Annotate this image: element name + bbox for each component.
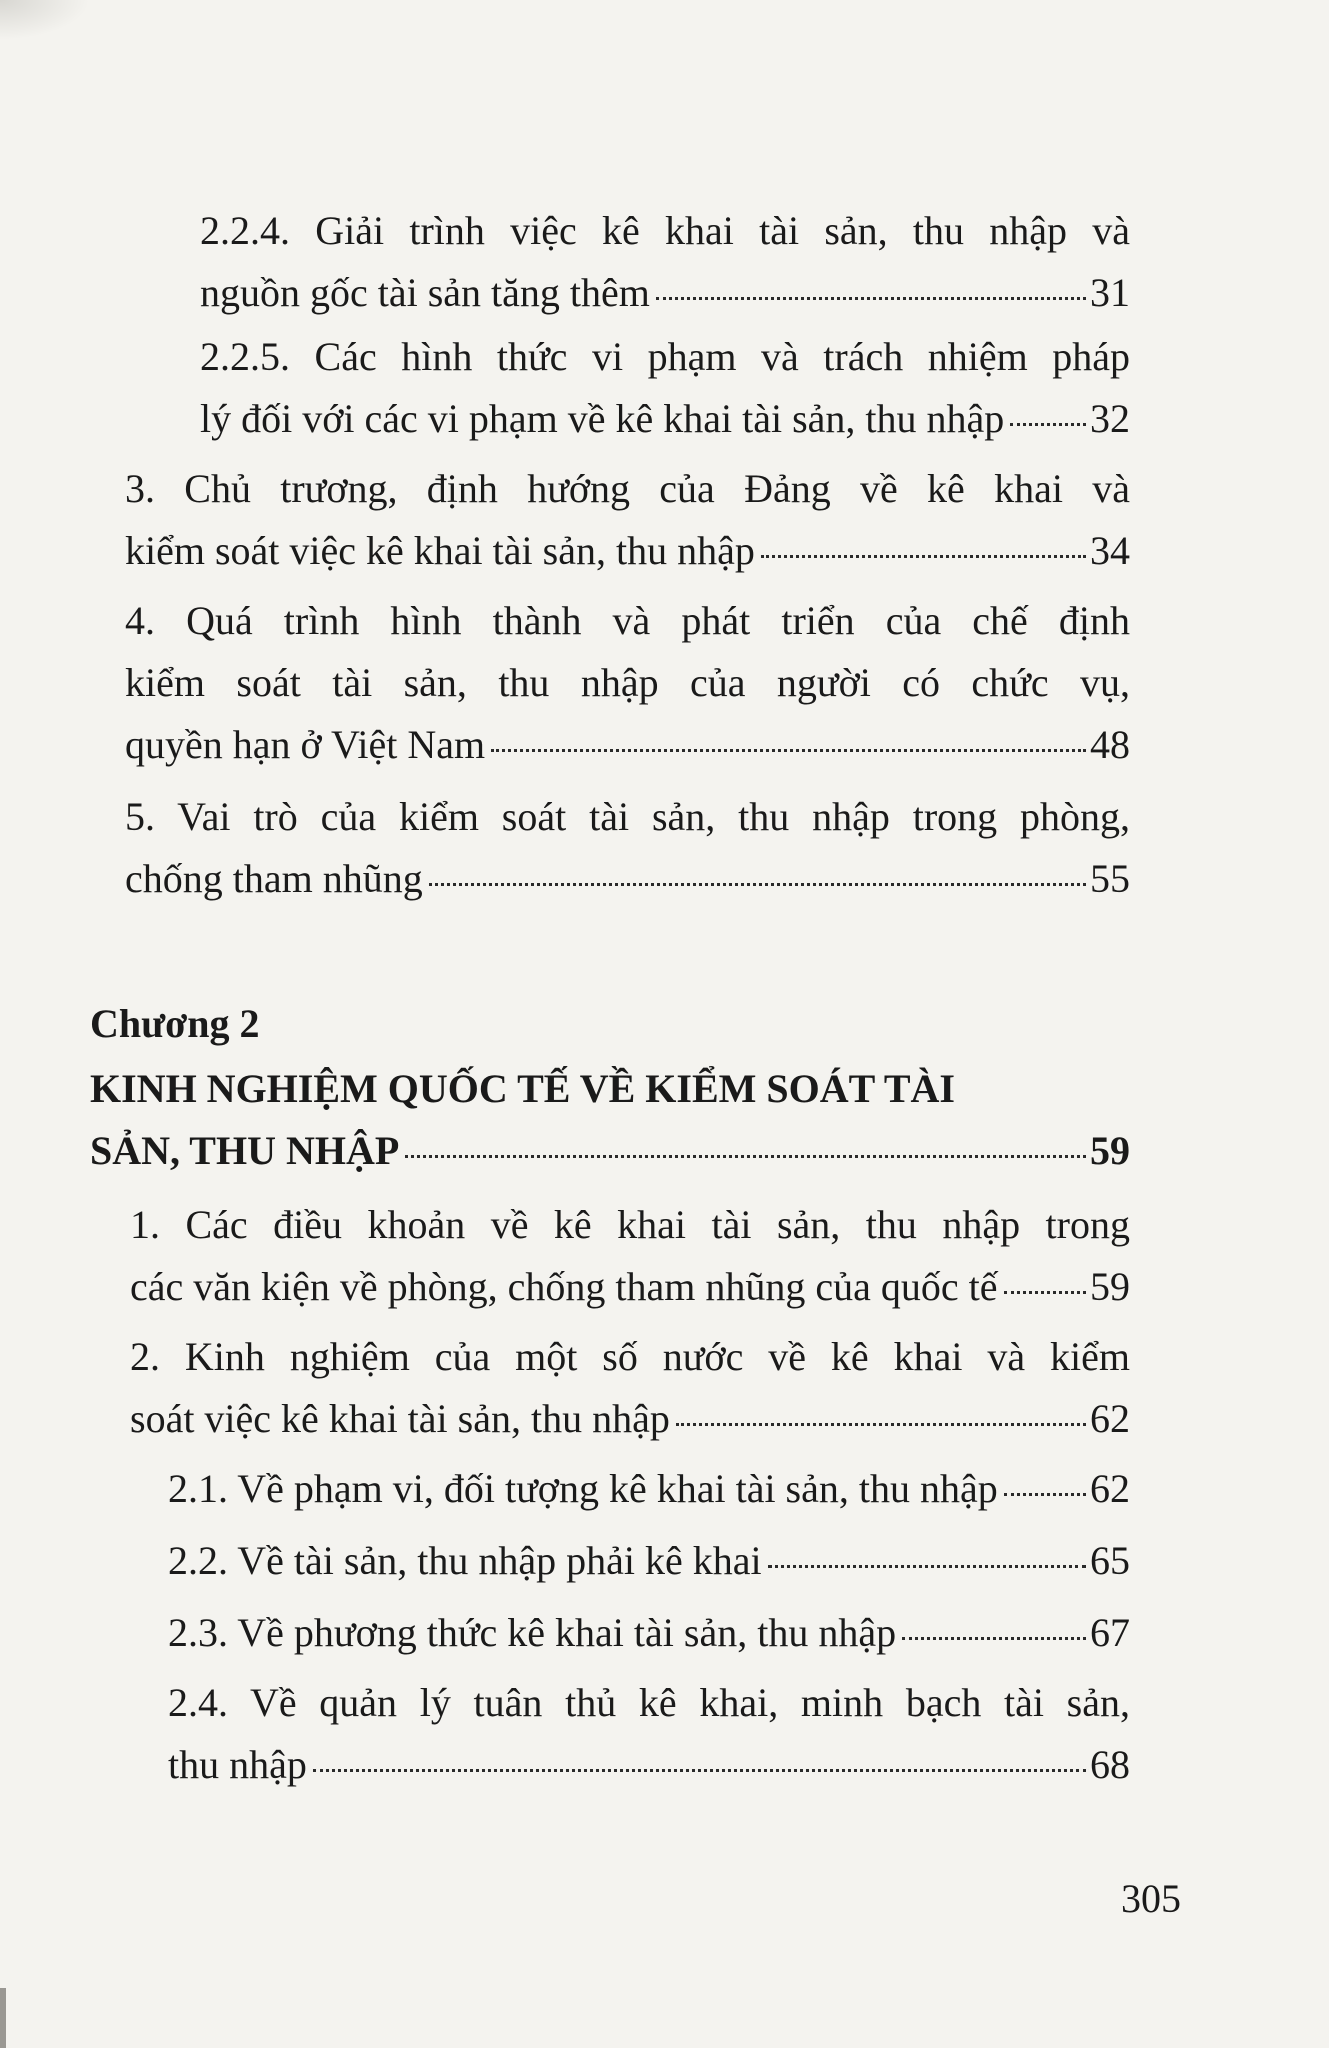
toc-entry-text: quyền hạn ở Việt Nam bbox=[125, 722, 486, 767]
toc-entry-last-line bbox=[168, 1458, 1130, 1520]
chapter-title-line: KINH NGHIỆM QUỐC TẾ VỀ KIỂM SOÁT TÀI bbox=[90, 1066, 955, 1111]
leader-dots bbox=[768, 1565, 1086, 1568]
toc-entry-last-line bbox=[125, 848, 1130, 910]
toc-page-number: 31 bbox=[1090, 270, 1130, 315]
toc-entry-text: lý đối với các vi phạm về kê khai tài sản, thu nhập bbox=[200, 396, 1005, 441]
leader-dots bbox=[313, 1769, 1086, 1772]
leader-dots bbox=[405, 1155, 1086, 1158]
toc-entry-text: các văn kiện về phòng, chống tham nhũng của quốc tế bbox=[130, 1264, 998, 1309]
leader-dots bbox=[656, 297, 1086, 300]
toc-entry-last-line bbox=[90, 1120, 1130, 1182]
toc-entry-line: kiểm soát tài sản, thu nhập của người có chức vụ, bbox=[125, 660, 1130, 705]
toc-page-number: 65 bbox=[1090, 1538, 1130, 1583]
toc-page-number: 62 bbox=[1090, 1396, 1130, 1441]
toc-entry-text: thu nhập bbox=[168, 1742, 307, 1787]
chapter-label: Chương 2 bbox=[90, 1001, 260, 1046]
toc-entry-text: 2.3. Về phương thức kê khai tài sản, thu nhập bbox=[168, 1610, 897, 1655]
leader-dots bbox=[491, 749, 1086, 752]
leader-dots bbox=[1004, 1291, 1087, 1294]
toc-page-number: 68 bbox=[1090, 1742, 1130, 1787]
toc-entry-text: soát việc kê khai tài sản, thu nhập bbox=[130, 1396, 670, 1441]
toc-entry-text: chống tham nhũng bbox=[125, 856, 423, 901]
toc-entry-last-line bbox=[125, 714, 1130, 776]
leader-dots bbox=[761, 555, 1086, 558]
toc-entry-5 bbox=[125, 786, 1130, 910]
toc-entry-line: 5. Vai trò của kiểm soát tài sản, thu nhập trong phòng, bbox=[125, 794, 1130, 839]
toc-entry-last-line bbox=[168, 1602, 1130, 1664]
leader-dots bbox=[1004, 1493, 1086, 1496]
toc-entry-2-2-5 bbox=[200, 326, 1130, 450]
page-edge-shadow bbox=[0, 1988, 6, 2048]
toc-entry-text: 2.1. Về phạm vi, đối tượng kê khai tài sản, thu nhập bbox=[168, 1466, 998, 1511]
toc-entry-line: 1. Các điều khoản về kê khai tài sản, thu nhập trong bbox=[130, 1202, 1130, 1247]
toc-entry-last-line bbox=[125, 520, 1130, 582]
toc-entry-ch2-2 bbox=[130, 1326, 1130, 1450]
toc-entry-line: 3. Chủ trương, định hướng của Đảng về kê khai và bbox=[125, 466, 1130, 511]
toc-page-number: 59 bbox=[1090, 1264, 1130, 1309]
toc-chapter-title bbox=[90, 1058, 1130, 1182]
toc-entry-ch2-2-3 bbox=[168, 1602, 1130, 1664]
toc-page-number: 62 bbox=[1090, 1466, 1130, 1511]
toc-entry-ch2-2-1 bbox=[168, 1458, 1130, 1520]
toc-entry-last-line bbox=[168, 1530, 1130, 1592]
toc-entry-ch2-1 bbox=[130, 1194, 1130, 1318]
toc-page-number: 32 bbox=[1090, 396, 1130, 441]
toc-entry-last-line bbox=[130, 1256, 1130, 1318]
toc-entry-4 bbox=[125, 590, 1130, 776]
leader-dots bbox=[1010, 423, 1086, 426]
toc-page-number: 55 bbox=[1090, 856, 1130, 901]
toc-entry-last-line bbox=[168, 1734, 1130, 1796]
leader-dots bbox=[902, 1637, 1086, 1640]
toc-entry-line: 2. Kinh nghiệm của một số nước về kê khai và kiểm bbox=[130, 1334, 1130, 1379]
toc-entry-last-line bbox=[200, 262, 1130, 324]
page-number: 305 bbox=[1121, 1876, 1181, 1921]
toc-entry-line: 2.2.4. Giải trình việc kê khai tài sản, thu nhập và bbox=[200, 208, 1130, 253]
page-corner-shadow bbox=[0, 0, 90, 40]
toc-page-number: 34 bbox=[1090, 528, 1130, 573]
toc-entry-text: 2.2. Về tài sản, thu nhập phải kê khai bbox=[168, 1538, 762, 1583]
toc-entry-line: 2.4. Về quản lý tuân thủ kê khai, minh bạch tài sản, bbox=[168, 1680, 1130, 1725]
leader-dots bbox=[429, 883, 1086, 886]
toc-entry-text: nguồn gốc tài sản tăng thêm bbox=[200, 270, 650, 315]
toc-page-number: 59 bbox=[1090, 1128, 1130, 1173]
toc-entry-line: 4. Quá trình hình thành và phát triển của chế định bbox=[125, 598, 1130, 643]
leader-dots bbox=[676, 1423, 1086, 1426]
toc-entry-3 bbox=[125, 458, 1130, 582]
toc-page-number: 67 bbox=[1090, 1610, 1130, 1655]
toc-entry-ch2-2-4 bbox=[168, 1672, 1130, 1796]
toc-entry-ch2-2-2 bbox=[168, 1530, 1130, 1592]
chapter-title-text: SẢN, THU NHẬP bbox=[90, 1128, 400, 1173]
toc-entry-last-line bbox=[130, 1388, 1130, 1450]
toc-page-number: 48 bbox=[1090, 722, 1130, 767]
toc-entry-last-line bbox=[200, 388, 1130, 450]
toc-entry-text: kiểm soát việc kê khai tài sản, thu nhập bbox=[125, 528, 755, 573]
toc-entry-2-2-4 bbox=[200, 200, 1130, 324]
toc-entry-line: 2.2.5. Các hình thức vi phạm và trách nhiệm pháp bbox=[200, 334, 1130, 379]
